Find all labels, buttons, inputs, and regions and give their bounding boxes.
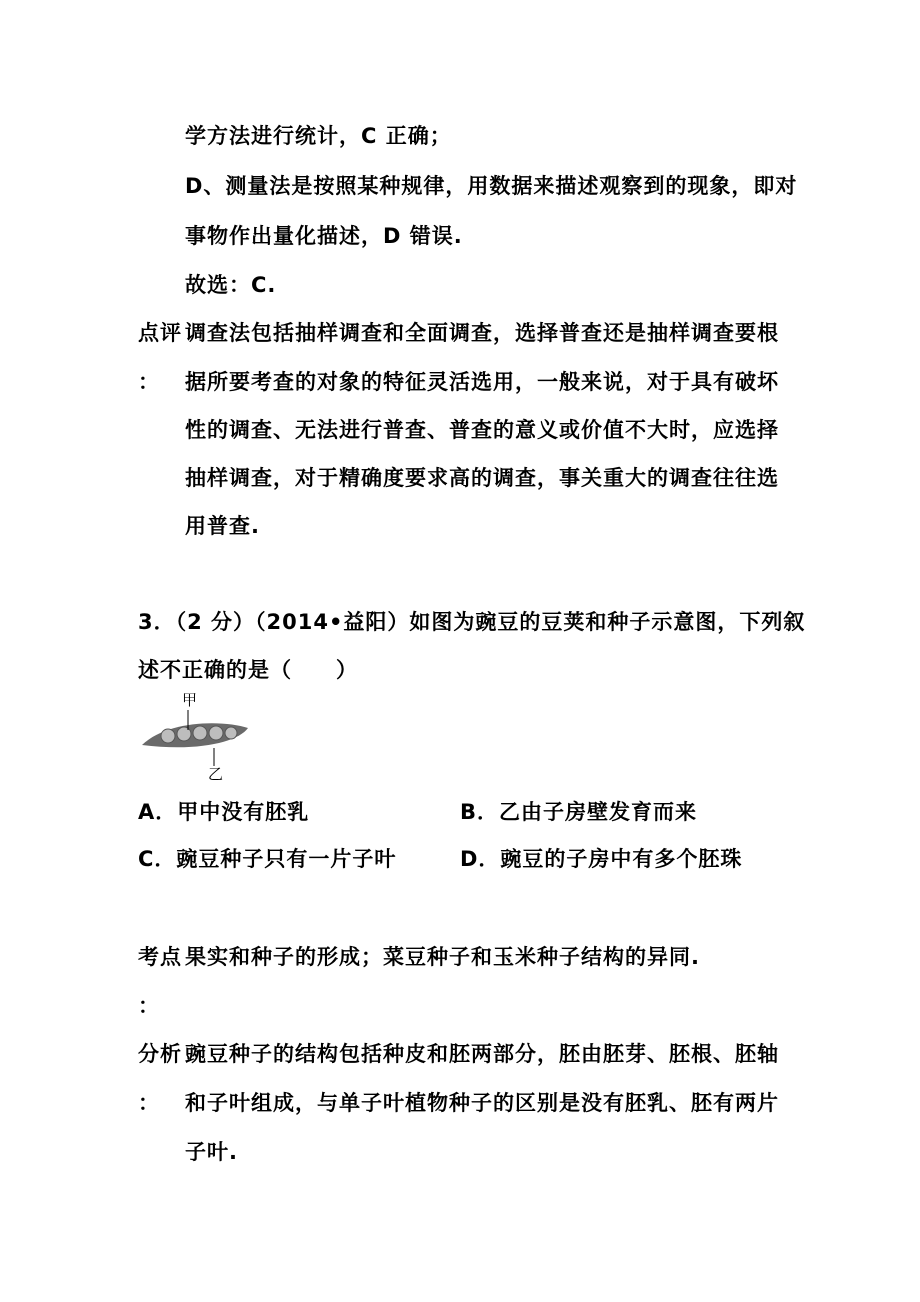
- question-stem: 述不正确的是（ ）: [138, 658, 358, 682]
- fenxi-line: 豌豆种子的结构包括种皮和胚两部分，胚由胚芽、胚根、胚轴: [185, 1042, 779, 1066]
- comment-line: 调查法包括抽样调查和全面调查，选择普查还是抽样调查要根: [185, 321, 779, 345]
- pea-seed: [193, 726, 207, 740]
- comment-label: 点评: [138, 321, 182, 345]
- comment-line: 用普查.: [185, 514, 260, 538]
- fenxi-line: 和子叶组成，与单子叶植物种子的区别是没有胚乳、胚有两片: [185, 1091, 779, 1115]
- comment-line: 据所要考查的对象的特征灵活选用，一般来说，对于具有破坏: [185, 370, 779, 394]
- option-b: B．乙由子房壁发育而来: [460, 800, 698, 824]
- figure-label-jia: 甲: [182, 691, 199, 709]
- pea-seed: [177, 727, 191, 741]
- fenxi-line: 子叶.: [185, 1140, 238, 1164]
- fenxi-label-colon: ：: [138, 1091, 160, 1115]
- kaodian-line: 果实和种子的形成；菜豆种子和玉米种子结构的异同.: [185, 945, 700, 969]
- pea-seed: [225, 727, 237, 739]
- answer-line: 故选：C.: [185, 273, 277, 297]
- kaodian-label: 考点: [138, 945, 182, 969]
- comment-label-colon: ：: [138, 370, 160, 394]
- figure-label-yi: 乙: [208, 765, 225, 783]
- analysis-line: 事物作出量化描述，D 错误.: [185, 224, 463, 248]
- option-d: D．豌豆的子房中有多个胚珠: [460, 847, 743, 871]
- comment-line: 性的调查、无法进行普查、普查的意义或价值不大时，应选择: [185, 418, 779, 442]
- kaodian-label-colon: ：: [138, 994, 160, 1018]
- pea-seed: [209, 726, 223, 740]
- question-stem: 3．（2 分）（2014•益阳）如图为豌豆的豆荚和种子示意图，下列叙: [138, 610, 806, 634]
- option-a: A．甲中没有胚乳: [138, 800, 310, 824]
- option-c: C．豌豆种子只有一片子叶: [138, 847, 397, 871]
- analysis-line: D、测量法是按照某种规律，用数据来描述观察到的现象，即对: [185, 174, 798, 198]
- analysis-line: 学方法进行统计，C 正确；: [185, 124, 452, 148]
- comment-line: 抽样调查，对于精确度要求高的调查，事关重大的调查往往选: [185, 466, 779, 490]
- fenxi-label: 分析: [138, 1042, 182, 1066]
- pea-seed: [161, 729, 175, 743]
